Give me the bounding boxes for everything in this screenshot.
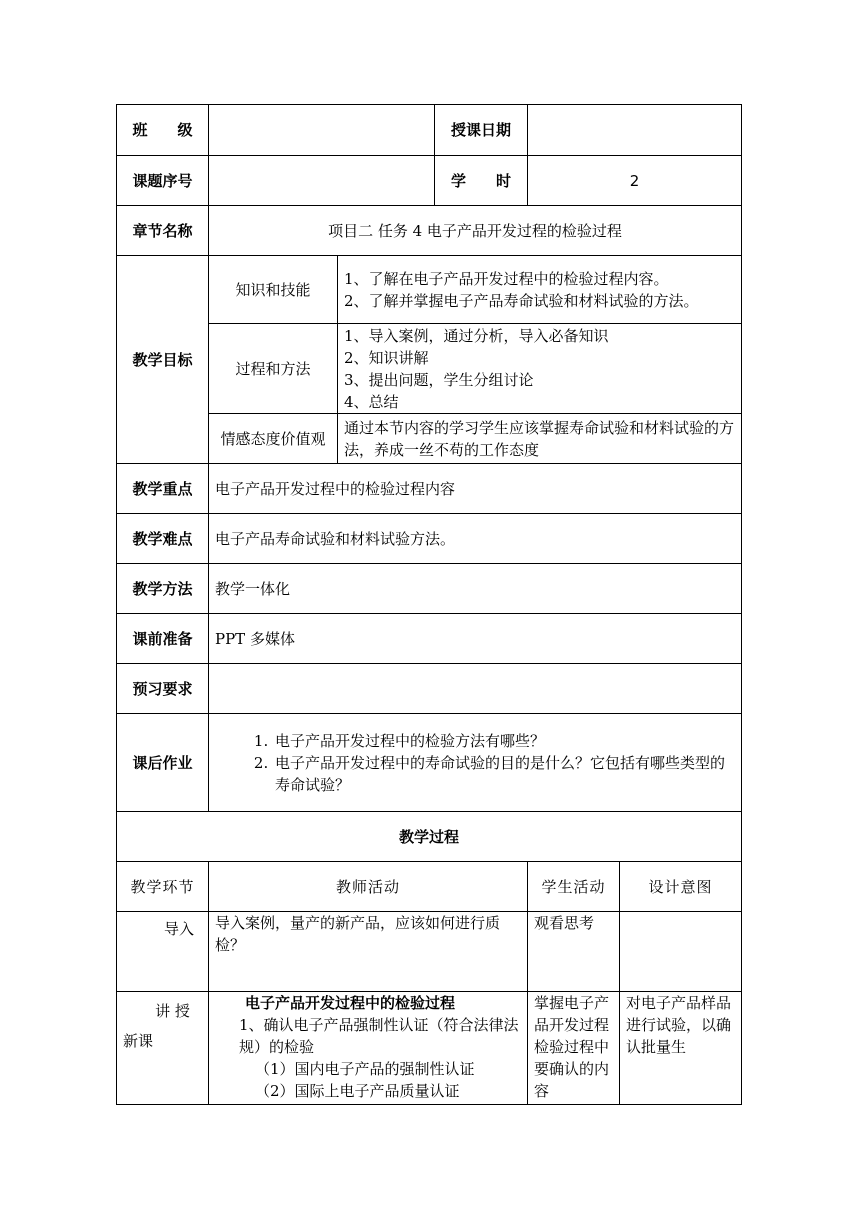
date-label: 授课日期 — [435, 105, 528, 156]
row-objective-knowledge — [117, 256, 742, 324]
lecture-stage — [117, 992, 209, 1105]
preparation-label: 课前准备 — [117, 614, 209, 664]
key-point-value: 电子产品开发过程中的检验过程内容 — [209, 464, 742, 514]
knowledge-content — [338, 256, 742, 324]
row-preparation — [117, 614, 742, 664]
lecture-teacher-line: （2）国际上电子产品质量认证 — [255, 1082, 460, 1100]
process-line: 1、导入案例，通过分析，导入必备知识 — [344, 326, 609, 345]
process-label: 过程和方法 — [209, 324, 338, 414]
row-method — [117, 564, 742, 614]
preparation-value: PPT 多媒体 — [209, 614, 742, 664]
row-chapter — [117, 206, 742, 256]
lecture-student: 掌握电子产品开发过程检验过程中要确认的内容 — [528, 992, 620, 1105]
lesson-no-value — [209, 156, 435, 206]
row-homework — [117, 714, 742, 812]
knowledge-label: 知识和技能 — [209, 256, 338, 324]
intro-teacher: 导入案例，量产的新产品，应该如何进行质检？ — [209, 912, 528, 992]
row-lesson-no — [117, 156, 742, 206]
row-difficulty — [117, 514, 742, 564]
knowledge-line: 2、了解并掌握电子产品寿命试验和材料试验的方法。 — [344, 291, 699, 310]
row-class — [117, 105, 742, 156]
method-value: 教学一体化 — [209, 564, 742, 614]
preview-value — [209, 664, 742, 714]
header-intent: 设计意图 — [620, 862, 742, 912]
homework-item: 2. 电子产品开发过程中的寿命试验的目的是什么？它包括有哪些类型的寿命试验？ — [273, 752, 735, 796]
hours-value: 2 — [528, 156, 742, 206]
homework-content — [209, 714, 742, 812]
objectives-label: 教学目标 — [117, 256, 209, 464]
row-intro — [117, 912, 742, 992]
method-label: 教学方法 — [117, 564, 209, 614]
homework-item: 1. 电子产品开发过程中的检验方法有哪些？ — [273, 730, 735, 752]
difficulty-label: 教学难点 — [117, 514, 209, 564]
header-teacher: 教师活动 — [209, 862, 528, 912]
lecture-intent: 对电子产品样品进行试验，以确认批量生 — [620, 992, 742, 1105]
intro-intent — [620, 912, 742, 992]
lesson-plan-table — [116, 104, 742, 1105]
process-line: 3、提出问题，学生分组讨论 — [344, 370, 534, 389]
class-value — [209, 105, 435, 156]
lecture-teacher-line: （1）国内电子产品的强制性认证 — [255, 1060, 475, 1078]
process-content — [338, 324, 742, 414]
intro-student: 观看思考 — [528, 912, 620, 992]
homework-list — [215, 730, 735, 796]
row-objective-attitude — [117, 414, 742, 464]
process-line: 2、知识讲解 — [344, 348, 429, 367]
row-process-title — [117, 812, 742, 862]
lecture-stage-line: 讲 授 — [155, 1002, 190, 1020]
header-stage: 教学环节 — [117, 862, 209, 912]
attitude-label: 情感态度价值观 — [209, 414, 338, 464]
lecture-teacher-title: 电子产品开发过程中的检验过程 — [245, 994, 456, 1012]
lecture-teacher — [209, 992, 528, 1105]
intro-stage: 导入 — [117, 912, 209, 992]
difficulty-value: 电子产品寿命试验和材料试验方法。 — [209, 514, 742, 564]
lesson-no-label: 课题序号 — [117, 156, 209, 206]
row-preview — [117, 664, 742, 714]
lecture-teacher-line: 1、确认电子产品强制性认证（符合法律法规）的检验 — [239, 1016, 519, 1056]
header-student: 学生活动 — [528, 862, 620, 912]
chapter-value: 项目二 任务 4 电子产品开发过程的检验过程 — [209, 206, 742, 256]
process-title: 教学过程 — [117, 812, 742, 862]
homework-label: 课后作业 — [117, 714, 209, 812]
class-label: 班 级 — [117, 105, 209, 156]
row-process-headers — [117, 862, 742, 912]
chapter-label: 章节名称 — [117, 206, 209, 256]
row-objective-process — [117, 324, 742, 414]
hours-label: 学 时 — [435, 156, 528, 206]
lecture-stage-line: 新课 — [123, 1032, 154, 1050]
date-value — [528, 105, 742, 156]
process-line: 4、总结 — [344, 392, 399, 411]
knowledge-line: 1、了解在电子产品开发过程中的检验过程内容。 — [344, 269, 669, 288]
preview-label: 预习要求 — [117, 664, 209, 714]
row-key-point — [117, 464, 742, 514]
attitude-content: 通过本节内容的学习学生应该掌握寿命试验和材料试验的方法，养成一丝不苟的工作态度 — [338, 414, 742, 464]
row-lecture — [117, 992, 742, 1105]
key-point-label: 教学重点 — [117, 464, 209, 514]
